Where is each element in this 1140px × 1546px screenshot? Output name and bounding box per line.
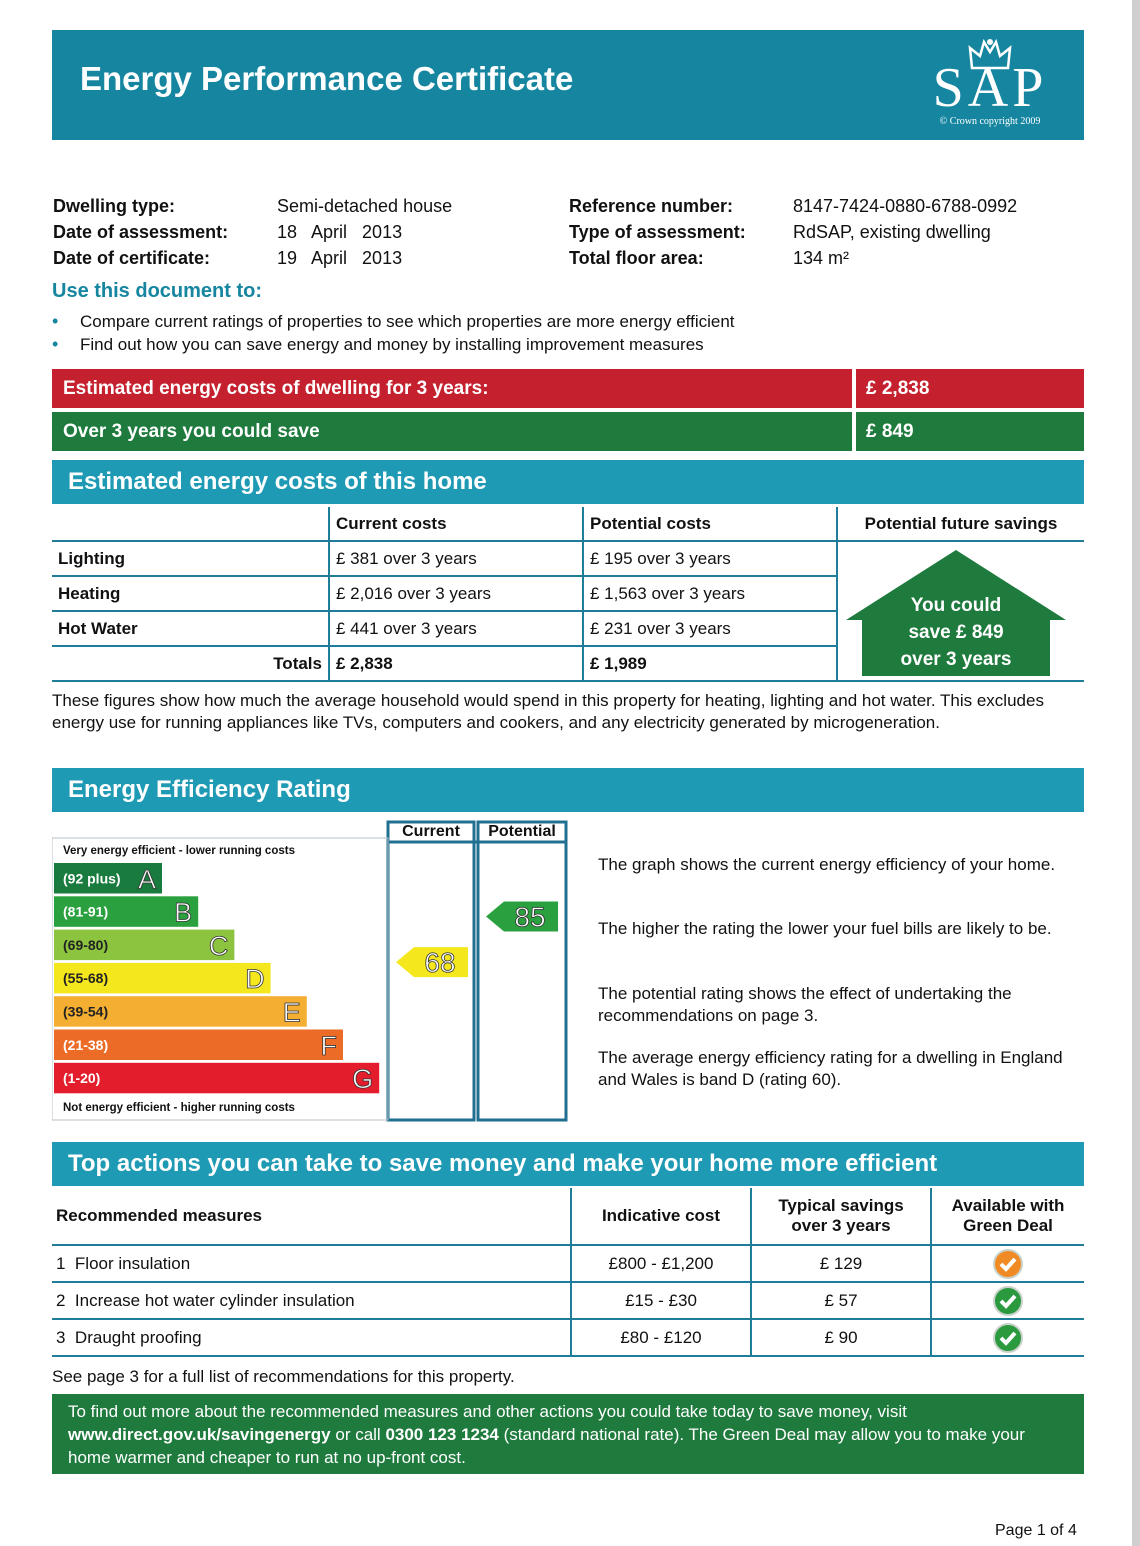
- check-orange-icon: [992, 1248, 1024, 1280]
- band-letter-b: B: [174, 897, 193, 928]
- rating-section-title: Energy Efficiency Rating: [52, 768, 1084, 812]
- costs-header-row: [52, 507, 1084, 541]
- header-green-deal: [931, 1188, 1084, 1245]
- rating-desc-3: The potential rating shows the effect of undertaking the recommendations on page 3.: [598, 984, 1012, 1025]
- savings-line-2: save £ 849: [908, 622, 1004, 643]
- rating-desc-4: The average energy efficiency rating for a dwelling in England and Wales is band D (rating 60).: [598, 1048, 1063, 1089]
- typical-saving: £ 57: [751, 1282, 931, 1319]
- band-bar-g: [54, 1063, 379, 1094]
- savings-house-text: [846, 592, 1066, 673]
- band-letter-a: A: [137, 864, 156, 895]
- measure-name: Floor insulation: [74, 1253, 191, 1273]
- band-letter-c: C: [208, 930, 229, 961]
- certificate-date-value: 19 April 2013: [277, 248, 403, 268]
- footer-text-2: or call: [330, 1425, 386, 1444]
- rating-desc-2: The higher the rating the lower your fuel bills are likely to be.: [598, 919, 1052, 938]
- costs-note: These figures show how much the average household would spend in this property for heating, lighting and hot water. This excludes energy use for running appliances like TVs, computers and cookers, and any electricity generated by microgeneration.: [52, 691, 1044, 732]
- costs-header-potential: Potential costs: [583, 507, 837, 541]
- costs-header-savings: Potential future savings: [837, 507, 1084, 541]
- current-cost: £ 2,016 over 3 years: [329, 576, 583, 611]
- current-cost: £ 381 over 3 years: [329, 541, 583, 576]
- header-measures: Recommended measures: [52, 1188, 571, 1245]
- savings-house-graphic: [846, 550, 1066, 676]
- floor-area-value: 134 m²: [793, 248, 850, 268]
- check-green-icon: [992, 1322, 1024, 1354]
- header-cost: Indicative cost: [571, 1188, 751, 1245]
- sap-letters: SAP: [932, 57, 1048, 119]
- typical-saving: £ 90: [751, 1319, 931, 1356]
- indicative-cost: £800 - £1,200: [571, 1245, 751, 1282]
- band-letter-g: G: [352, 1064, 374, 1095]
- costs-section-title: Estimated energy costs of this home: [52, 460, 1084, 504]
- header-green-deal-line-1: Available with: [951, 1196, 1065, 1215]
- reference-label: Reference number:: [569, 196, 734, 216]
- measure-cell: [52, 1319, 571, 1356]
- assessment-date-value: 18 April 2013: [277, 222, 403, 242]
- footer-text-3: (standard national rate). The Green Deal may allow you to make your home warmer and cheaper to run at no up-front cost.: [68, 1425, 1025, 1467]
- actions-table: [52, 1188, 1084, 1357]
- cost-category: Hot Water: [52, 611, 329, 646]
- potential-column-label: Potential: [488, 823, 556, 840]
- footer-url-link[interactable]: www.direct.gov.uk/savingenergy: [68, 1425, 331, 1444]
- use-document-title: Use this document to:: [52, 280, 263, 302]
- measure-number: 2: [56, 1290, 66, 1310]
- potential-saving-label: Over 3 years you could save: [52, 412, 852, 451]
- measure-name: Draught proofing: [74, 1327, 202, 1347]
- dwelling-type-value: Semi-detached house: [277, 196, 453, 216]
- floor-area-label: Total floor area:: [569, 248, 704, 268]
- band-range-c: (69-80): [63, 936, 109, 953]
- check-green-icon: [992, 1285, 1024, 1317]
- costs-header-current: Current costs: [329, 507, 583, 541]
- header-savings: [751, 1188, 931, 1245]
- band-top-note: Very energy efficient - lower running costs: [63, 845, 295, 857]
- use-bullet-item: • Compare current ratings of properties to see which properties are more energy efficient: [52, 312, 735, 335]
- estimated-cost-bar: [52, 369, 1084, 408]
- potential-cost: £ 1,563 over 3 years: [583, 576, 837, 611]
- total-current-cost: £ 2,838: [329, 646, 583, 681]
- header-banner: [52, 30, 1084, 140]
- indicative-cost: £80 - £120: [571, 1319, 751, 1356]
- header-green-deal-line-2: Green Deal: [963, 1216, 1053, 1235]
- page-number: Page 1 of 4: [995, 1522, 1077, 1539]
- assessment-type-value: RdSAP, existing dwelling: [793, 222, 991, 242]
- total-potential-cost: £ 1,989: [583, 646, 837, 681]
- estimated-cost-value: £ 2,838: [856, 369, 1084, 408]
- band-letter-f: F: [320, 1030, 337, 1061]
- typical-saving: £ 129: [751, 1245, 931, 1282]
- measure-number: 1: [56, 1253, 66, 1273]
- band-letter-d: D: [245, 964, 265, 995]
- potential-saving-bar: [52, 412, 1084, 451]
- band-bottom-note: Not energy efficient - higher running costs: [63, 1102, 295, 1114]
- page-title: Energy Performance Certificate: [80, 60, 574, 97]
- potential-cost: £ 195 over 3 years: [583, 541, 837, 576]
- current-cost: £ 441 over 3 years: [329, 611, 583, 646]
- footer-info-box: [52, 1394, 1084, 1474]
- assessment-date-label: Date of assessment:: [53, 222, 229, 242]
- dwelling-type-label: Dwelling type:: [53, 196, 176, 216]
- use-bullet-list: [52, 312, 735, 358]
- page-edge: [1132, 0, 1140, 1546]
- reference-value: 8147-7424-0880-6788-0992: [793, 196, 1018, 216]
- green-deal-cell: [931, 1282, 1084, 1319]
- actions-header-row: [52, 1188, 1084, 1245]
- estimated-cost-label: Estimated energy costs of dwelling for 3 years:: [52, 369, 852, 408]
- totals-label: Totals: [52, 646, 329, 681]
- header-savings-line-1: Typical savings: [778, 1196, 904, 1215]
- band-range-g: (1-20): [63, 1070, 101, 1087]
- rating-desc-1: The graph shows the current energy efficiency of your home.: [598, 855, 1056, 874]
- table-row: [52, 1282, 1084, 1319]
- potential-saving-value: £ 849: [856, 412, 1084, 451]
- cost-category: Lighting: [52, 541, 329, 576]
- band-letter-e: E: [282, 997, 301, 1028]
- table-row: [52, 1319, 1084, 1356]
- cost-category: Heating: [52, 576, 329, 611]
- certificate-date-label: Date of certificate:: [53, 248, 211, 268]
- sap-logo: [920, 38, 1070, 134]
- potential-column-frame: [478, 822, 566, 1120]
- see-page-note: See page 3 for a full list of recommendations for this property.: [52, 1367, 515, 1386]
- savings-line-1: You could: [910, 595, 1002, 616]
- header-savings-line-2: over 3 years: [791, 1216, 891, 1235]
- costs-header-blank: [52, 507, 329, 541]
- table-row: [52, 1245, 1084, 1282]
- band-range-b: (81-91): [63, 903, 109, 920]
- band-range-a: (92 plus): [63, 870, 121, 887]
- green-deal-cell: [931, 1245, 1084, 1282]
- band-range-f: (21-38): [63, 1036, 109, 1053]
- crown-copyright: © Crown copyright 2009: [939, 116, 1041, 127]
- current-rating-value: 68: [424, 947, 456, 979]
- indicative-cost: £15 - £30: [571, 1282, 751, 1319]
- assessment-type-label: Type of assessment:: [569, 222, 746, 242]
- band-range-e: (39-54): [63, 1003, 109, 1020]
- footer-phone: 0300 123 1234: [385, 1425, 499, 1444]
- measure-name: Increase hot water cylinder insulation: [74, 1290, 355, 1310]
- measure-number: 3: [56, 1327, 66, 1347]
- green-deal-cell: [931, 1319, 1084, 1356]
- use-bullet-item: • Find out how you can save energy and money by installing improvement measures: [52, 335, 735, 358]
- measure-cell: [52, 1282, 571, 1319]
- band-range-d: (55-68): [63, 970, 109, 987]
- actions-section-title: Top actions you can take to save money and make your home more efficient: [52, 1142, 1084, 1186]
- savings-line-3: over 3 years: [900, 649, 1012, 670]
- potential-rating-value: 85: [514, 901, 546, 933]
- footer-text-1: To find out more about the recommended measures and other actions you could take today to save money, visit: [68, 1402, 907, 1421]
- energy-rating-chart: [52, 820, 572, 1125]
- current-column-label: Current: [402, 823, 460, 840]
- measure-cell: [52, 1245, 571, 1282]
- potential-cost: £ 231 over 3 years: [583, 611, 837, 646]
